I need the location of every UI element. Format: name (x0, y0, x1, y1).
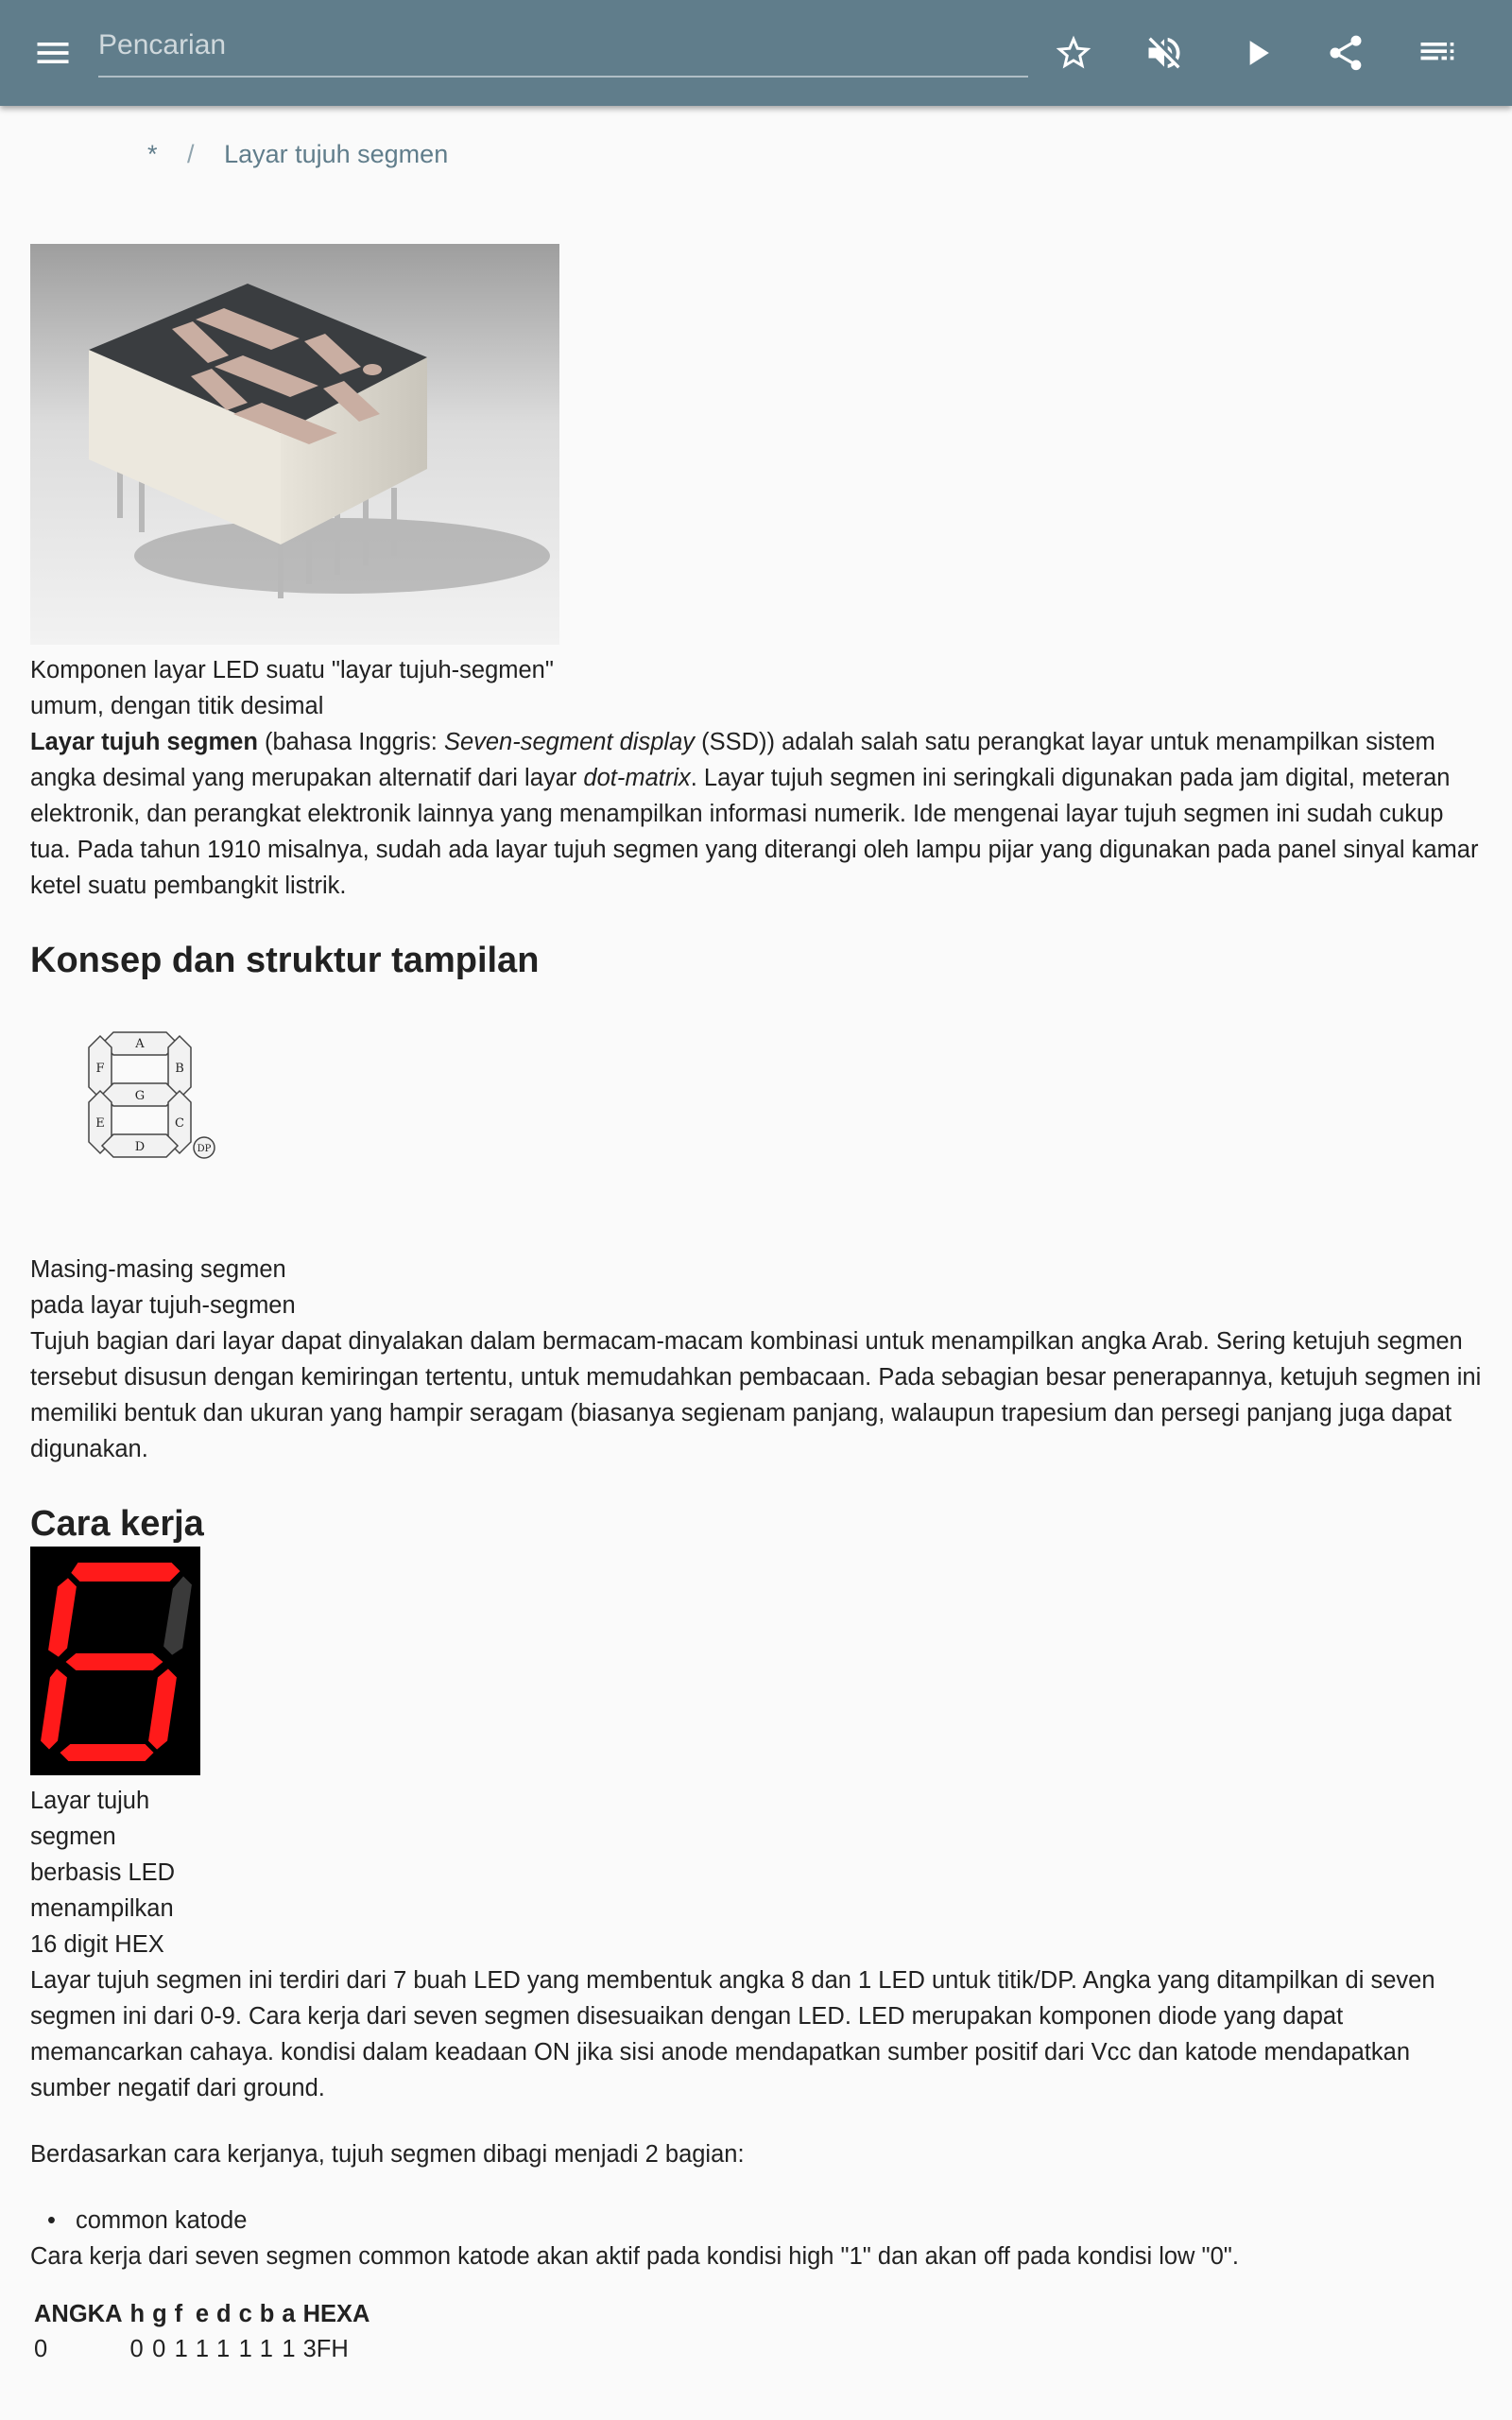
mute-button[interactable] (1136, 25, 1193, 81)
table-row (30, 2332, 373, 2367)
table-cell: 1 (195, 2336, 210, 2362)
table-cell: 0 (34, 2336, 48, 2362)
table-header: b (259, 2301, 275, 2327)
led-segment-a (70, 1562, 181, 1582)
caption-line: menampilkan (30, 1895, 174, 1922)
intro-text-2: (SSD)) adalah salah satu perangkat layar untuk menampilkan sistem angka desimal yang merupakan alternatif dari layar (30, 729, 1435, 791)
segment-diagram-image (72, 1028, 299, 1236)
intro-italic-2: dot-matrix (583, 765, 691, 791)
share-button[interactable] (1317, 25, 1374, 81)
table-header: ANGKA (34, 2301, 123, 2327)
label-f: F (95, 1062, 105, 1076)
star-outline-icon (1053, 32, 1094, 74)
intro-text-1: (bahasa Inggris: (257, 729, 444, 755)
figure-caption-segments (30, 1252, 588, 1323)
search-box (98, 21, 1028, 78)
label-g: G (134, 1089, 146, 1103)
play-button[interactable] (1228, 25, 1285, 81)
section-heading-konsep: Konsep dan struktur tampilan (30, 941, 540, 980)
table-cell: 0 (152, 2336, 166, 2362)
caption-line: 16 digit HEX (30, 1931, 164, 1958)
seven-segment-photo[interactable] (30, 244, 559, 645)
caption-line: berbasis LED (30, 1859, 176, 1886)
table-of-contents-button[interactable] (1408, 25, 1465, 81)
segment-diagram[interactable] (72, 1028, 318, 1274)
caption-line: Layar tujuh (30, 1788, 150, 1814)
table-cell: 1 (216, 2336, 231, 2362)
table-cell: 0 (129, 2336, 144, 2362)
volume-off-icon (1143, 32, 1185, 74)
caption-line: pada layar tujuh-segmen (30, 1292, 296, 1319)
table-cell: 3FH (302, 2336, 349, 2362)
share-icon (1325, 32, 1366, 74)
table-header: d (216, 2301, 232, 2327)
table-header: c (238, 2301, 252, 2327)
intro-italic-1: Seven-segment display (443, 729, 695, 755)
led-segment-g (64, 1652, 164, 1671)
playlist-icon (1416, 32, 1457, 74)
label-b: B (175, 1062, 184, 1076)
caption-line: Masing-masing segmen (30, 1256, 286, 1283)
breadcrumb (147, 140, 448, 169)
breadcrumb-separator: / (187, 140, 195, 168)
play-icon (1236, 32, 1278, 74)
type-list (30, 2203, 1486, 2238)
table-header: a (282, 2301, 296, 2327)
table-header: f (174, 2301, 183, 2327)
truth-table (30, 2297, 373, 2367)
figure-caption-led (30, 1783, 588, 1962)
table-header: h (129, 2301, 146, 2327)
breadcrumb-home[interactable]: * (147, 140, 158, 168)
bagian-paragraph: Berdasarkan cara kerjanya, tujuh segmen dibagi menjadi 2 bagian: (30, 2141, 745, 2168)
menu-icon (32, 32, 74, 74)
table-cell: 1 (238, 2336, 252, 2362)
intro-bold: Layar tujuh segmen (30, 729, 258, 755)
konsep-paragraph: Tujuh bagian dari layar dapat dinyalakan dalam bermacam-macam kombinasi untuk menampilkan angka Arab. Sering ketujuh segmen tersebut disusun dengan kemiringan tertentu, untuk memudahkan pembacaan. Pada sebagian besar penerapannya, ketujuh segmen ini memiliki bentuk dan ukuran yang hampir seragam (biasanya segienam panjang, walaupun trapesium dan persegi panjang juga dapat digunakan. (30, 1328, 1482, 1462)
label-dp: DP (197, 1144, 212, 1154)
cara-kerja-paragraph: Layar tujuh segmen ini terdiri dari 7 buah LED yang membentuk angka 8 dan 1 LED untuk titik/DP. Angka yang ditampilkan di seven segmen ini dari 0-9. Cara kerja dari seven segmen disesuaikan dengan LED. LED merupakan komponen diode yang dapat memancarkan cahaya. kondisi dalam keadaan ON jika sisi anode mendapatkan sumber positif dari Vcc dan katode mendapatkan sumber negatif dari ground. (30, 1967, 1435, 2101)
led-hex-animation[interactable] (30, 1547, 200, 1775)
list-item: • common katode (30, 2203, 1486, 2238)
table-header: HEXA (302, 2301, 370, 2327)
table-cell: 1 (174, 2336, 188, 2362)
label-d: D (134, 1140, 146, 1154)
breadcrumb-current[interactable]: Layar tujuh segmen (224, 140, 449, 168)
figure-caption: Komponen layar LED suatu "layar tujuh-segmen" umum, dengan titik desimal (30, 657, 554, 719)
section-heading-cara-kerja: Cara kerja (30, 1504, 204, 1544)
led-display-image (30, 1547, 200, 1775)
label-c: C (175, 1116, 184, 1131)
table-header-row (30, 2297, 373, 2332)
article-content (30, 244, 1486, 2367)
katode-paragraph: Cara kerja dari seven segmen common katode akan aktif pada kondisi high "1" dan akan off pada kondisi low "0". (30, 2243, 1239, 2270)
menu-button[interactable] (25, 25, 81, 81)
seven-segment-photo-image (30, 244, 559, 645)
top-app-bar (0, 0, 1512, 106)
intro-text-3: . Layar tujuh segmen ini seringkali digunakan pada jam digital, meteran elektronik, dan perangkat elektronik lainnya yang menampilkan informasi numerik. Ide mengenai layar tujuh segmen ini sudah cukup tua. Pada tahun 1910 misalnya, sudah ada layar tujuh segmen yang diterangi oleh lampu pijar yang digunakan pada panel sinyal kamar ketel suatu pembangkit listrik. (30, 765, 1479, 899)
label-a: A (135, 1037, 145, 1051)
table-header: e (195, 2301, 210, 2327)
table-cell: 1 (259, 2336, 273, 2362)
led-segment-d (59, 1743, 155, 1762)
table-header: g (152, 2301, 167, 2327)
caption-line: segmen (30, 1824, 116, 1850)
intro-paragraph (30, 724, 1486, 904)
search-input[interactable] (98, 21, 1028, 70)
table-cell: 1 (282, 2336, 296, 2362)
label-e: E (95, 1116, 105, 1131)
bookmark-button[interactable] (1045, 25, 1102, 81)
